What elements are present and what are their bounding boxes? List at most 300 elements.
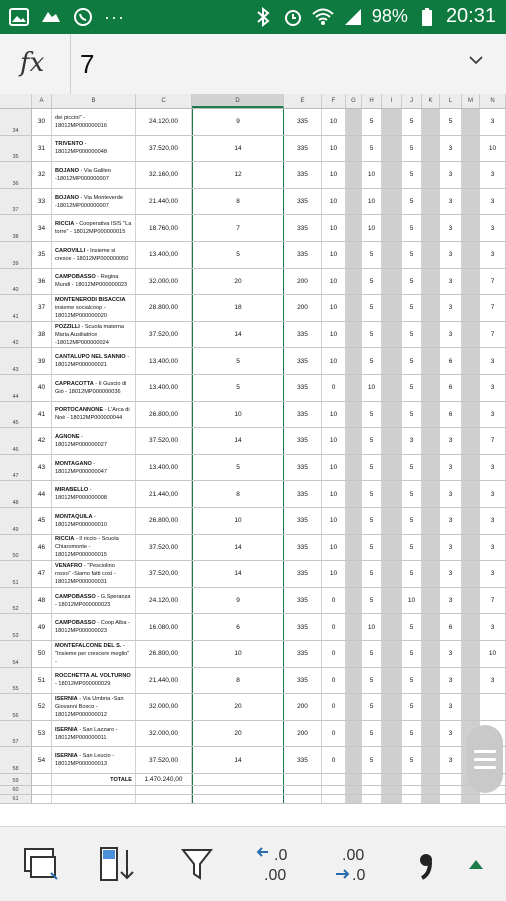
cell-c[interactable]: 32.000,00: [136, 269, 192, 295]
cell-d[interactable]: 14: [192, 561, 284, 587]
cell-f[interactable]: 10: [322, 215, 346, 241]
row-header[interactable]: 44: [0, 375, 32, 401]
row-header[interactable]: 43: [0, 348, 32, 374]
cell-e[interactable]: 335: [284, 668, 322, 694]
row-header[interactable]: 52: [0, 588, 32, 614]
cell-h[interactable]: 5: [362, 402, 382, 428]
cell-k[interactable]: [422, 295, 440, 321]
cell-d[interactable]: 8: [192, 668, 284, 694]
cell-g[interactable]: [346, 455, 362, 481]
cell-g[interactable]: [346, 614, 362, 640]
cell-i[interactable]: [382, 747, 402, 773]
cell-j[interactable]: [402, 774, 422, 785]
cell-h[interactable]: [362, 774, 382, 785]
cell-i[interactable]: [382, 295, 402, 321]
cell-e[interactable]: 335: [284, 747, 322, 773]
cell-k[interactable]: [422, 242, 440, 268]
cell-j[interactable]: 5: [402, 614, 422, 640]
cell-a[interactable]: 49: [32, 614, 52, 640]
cell-k[interactable]: [422, 428, 440, 454]
cell-n[interactable]: 7: [480, 269, 506, 295]
cell-f[interactable]: 10: [322, 162, 346, 188]
filter-icon[interactable]: [174, 843, 220, 885]
chevron-down-icon[interactable]: [468, 52, 484, 68]
cell-e[interactable]: 335: [284, 481, 322, 507]
cell-h[interactable]: 5: [362, 455, 382, 481]
cell-g[interactable]: [346, 747, 362, 773]
cell-c[interactable]: 26.800,00: [136, 402, 192, 428]
cell-j[interactable]: 5: [402, 721, 422, 747]
cell-i[interactable]: [382, 109, 402, 135]
cell-i[interactable]: [382, 162, 402, 188]
cell-j[interactable]: 5: [402, 215, 422, 241]
cell-i[interactable]: [382, 641, 402, 667]
row-header[interactable]: 58: [0, 747, 32, 773]
cell-d[interactable]: 9: [192, 109, 284, 135]
cell-n[interactable]: 3: [480, 109, 506, 135]
row-header[interactable]: 51: [0, 561, 32, 587]
cell-d[interactable]: 14: [192, 747, 284, 773]
cell-l[interactable]: 3: [440, 668, 462, 694]
cell-c[interactable]: 16.080,00: [136, 614, 192, 640]
cell-e[interactable]: 335: [284, 641, 322, 667]
cell-a[interactable]: 31: [32, 136, 52, 162]
column-header-l[interactable]: L: [440, 94, 462, 108]
cell-g[interactable]: [346, 774, 362, 785]
cell-f[interactable]: [322, 786, 346, 794]
cell-n[interactable]: 7: [480, 588, 506, 614]
cell-e[interactable]: 335: [284, 215, 322, 241]
row-header[interactable]: 35: [0, 136, 32, 162]
cell-e[interactable]: 200: [284, 295, 322, 321]
cell-g[interactable]: [346, 322, 362, 348]
cell-c[interactable]: 37.520,00: [136, 561, 192, 587]
cell-k[interactable]: [422, 774, 440, 785]
cell-e[interactable]: 335: [284, 614, 322, 640]
cell-j[interactable]: 5: [402, 242, 422, 268]
row-header[interactable]: 54: [0, 641, 32, 667]
cell-b[interactable]: [52, 508, 136, 534]
row-header[interactable]: 40: [0, 269, 32, 295]
cell-d[interactable]: 14: [192, 428, 284, 454]
cell-l[interactable]: 3: [440, 747, 462, 773]
cell-m[interactable]: [462, 481, 480, 507]
cell-d[interactable]: 9: [192, 588, 284, 614]
cell-j[interactable]: 5: [402, 535, 422, 561]
column-header-i[interactable]: I: [382, 94, 402, 108]
cell-a[interactable]: 48: [32, 588, 52, 614]
comma-style-icon[interactable]: [406, 843, 446, 885]
cell-a[interactable]: 47: [32, 561, 52, 587]
decrease-decimal-icon[interactable]: [252, 843, 302, 885]
cell-n[interactable]: 3: [480, 162, 506, 188]
cell-b[interactable]: [52, 694, 136, 720]
cell-l[interactable]: 3: [440, 508, 462, 534]
row-header[interactable]: 61: [0, 795, 32, 803]
cell-i[interactable]: [382, 721, 402, 747]
cell-k[interactable]: [422, 189, 440, 215]
cell-i[interactable]: [382, 215, 402, 241]
cell-e[interactable]: 335: [284, 348, 322, 374]
cell-j[interactable]: 5: [402, 162, 422, 188]
row-header[interactable]: 36: [0, 162, 32, 188]
cell-k[interactable]: [422, 402, 440, 428]
cell-j[interactable]: 5: [402, 295, 422, 321]
cell-k[interactable]: [422, 641, 440, 667]
cell-h[interactable]: 5: [362, 668, 382, 694]
cell-h[interactable]: 5: [362, 428, 382, 454]
cell-k[interactable]: [422, 136, 440, 162]
cell-l[interactable]: [440, 795, 462, 803]
cell-c[interactable]: 32.000,00: [136, 721, 192, 747]
cell-c[interactable]: 26.800,00: [136, 641, 192, 667]
cell-k[interactable]: [422, 668, 440, 694]
cell-m[interactable]: [462, 402, 480, 428]
cell-f[interactable]: 10: [322, 295, 346, 321]
cell-a[interactable]: 35: [32, 242, 52, 268]
cell-a[interactable]: 40: [32, 375, 52, 401]
row-header[interactable]: 34: [0, 109, 32, 135]
cell-c[interactable]: 26.800,00: [136, 508, 192, 534]
cell-b[interactable]: [52, 588, 136, 614]
cell-f[interactable]: 10: [322, 269, 346, 295]
cell-k[interactable]: [422, 721, 440, 747]
cell-c[interactable]: 13.400,00: [136, 348, 192, 374]
cell-m[interactable]: [462, 348, 480, 374]
cell-f[interactable]: 0: [322, 614, 346, 640]
cell-k[interactable]: [422, 215, 440, 241]
cell-e[interactable]: 335: [284, 242, 322, 268]
cell-b[interactable]: [52, 375, 136, 401]
cell-j[interactable]: 5: [402, 481, 422, 507]
cell-b[interactable]: [52, 455, 136, 481]
column-header-k[interactable]: K: [422, 94, 440, 108]
cell-d[interactable]: 5: [192, 348, 284, 374]
cell-d[interactable]: 20: [192, 694, 284, 720]
cell-m[interactable]: [462, 295, 480, 321]
cell-l[interactable]: 3: [440, 269, 462, 295]
cell-b[interactable]: [52, 136, 136, 162]
cell-l[interactable]: 3: [440, 162, 462, 188]
cell-b[interactable]: [52, 786, 136, 794]
cell-m[interactable]: [462, 561, 480, 587]
cell-e[interactable]: 200: [284, 721, 322, 747]
cell-m[interactable]: [462, 535, 480, 561]
cell-d[interactable]: 10: [192, 402, 284, 428]
cell-d[interactable]: [192, 795, 284, 803]
cell-m[interactable]: [462, 455, 480, 481]
fast-scroll-handle[interactable]: [467, 725, 503, 793]
column-header-n[interactable]: N: [480, 94, 506, 108]
cell-n[interactable]: 3: [480, 402, 506, 428]
cell-l[interactable]: 3: [440, 641, 462, 667]
cell-d[interactable]: 12: [192, 162, 284, 188]
cell-g[interactable]: [346, 428, 362, 454]
cell-l[interactable]: 6: [440, 348, 462, 374]
row-header[interactable]: 42: [0, 322, 32, 348]
cell-k[interactable]: [422, 786, 440, 794]
cell-i[interactable]: [382, 481, 402, 507]
cell-a[interactable]: 41: [32, 402, 52, 428]
cell-g[interactable]: [346, 795, 362, 803]
cell-f[interactable]: 0: [322, 588, 346, 614]
cell-l[interactable]: 3: [440, 322, 462, 348]
cell-i[interactable]: [382, 348, 402, 374]
cell-c[interactable]: 37.520,00: [136, 428, 192, 454]
cell-h[interactable]: 5: [362, 109, 382, 135]
cell-k[interactable]: [422, 508, 440, 534]
cell-l[interactable]: [440, 786, 462, 794]
cell-e[interactable]: 335: [284, 162, 322, 188]
cell-h[interactable]: 5: [362, 747, 382, 773]
cell-n[interactable]: [480, 694, 506, 720]
cell-f[interactable]: 0: [322, 375, 346, 401]
cell-d[interactable]: 10: [192, 641, 284, 667]
row-header[interactable]: 60: [0, 786, 32, 794]
cell-j[interactable]: [402, 795, 422, 803]
cell-b[interactable]: [52, 402, 136, 428]
cell-l[interactable]: 6: [440, 375, 462, 401]
cell-i[interactable]: [382, 694, 402, 720]
cell-a[interactable]: 44: [32, 481, 52, 507]
cell-h[interactable]: 5: [362, 481, 382, 507]
cell-b[interactable]: [52, 795, 136, 803]
cell-i[interactable]: [382, 269, 402, 295]
cell-g[interactable]: [346, 561, 362, 587]
cell-h[interactable]: 10: [362, 215, 382, 241]
cell-e[interactable]: 335: [284, 508, 322, 534]
cell-b[interactable]: [52, 189, 136, 215]
cell-f[interactable]: 10: [322, 322, 346, 348]
cell-h[interactable]: 5: [362, 561, 382, 587]
cell-c[interactable]: 21.440,00: [136, 668, 192, 694]
cell-j[interactable]: [402, 786, 422, 794]
cell-k[interactable]: [422, 795, 440, 803]
cell-n[interactable]: 10: [480, 641, 506, 667]
cell-h[interactable]: 5: [362, 508, 382, 534]
cell-a[interactable]: [32, 795, 52, 803]
cell-d[interactable]: 8: [192, 189, 284, 215]
cell-j[interactable]: 10: [402, 588, 422, 614]
cell-j[interactable]: 5: [402, 375, 422, 401]
cell-n[interactable]: 7: [480, 428, 506, 454]
column-header-j[interactable]: J: [402, 94, 422, 108]
cell-f[interactable]: 10: [322, 402, 346, 428]
cell-e[interactable]: 335: [284, 561, 322, 587]
cell-g[interactable]: [346, 348, 362, 374]
cell-k[interactable]: [422, 561, 440, 587]
cell-a[interactable]: 50: [32, 641, 52, 667]
cell-g[interactable]: [346, 375, 362, 401]
row-header[interactable]: 48: [0, 481, 32, 507]
cell-h[interactable]: 5: [362, 242, 382, 268]
collapse-icon[interactable]: [456, 843, 496, 885]
cell-b[interactable]: [52, 614, 136, 640]
cell-e[interactable]: 335: [284, 402, 322, 428]
cell-g[interactable]: [346, 535, 362, 561]
cell-b[interactable]: [52, 162, 136, 188]
cell-e[interactable]: 335: [284, 189, 322, 215]
cell-g[interactable]: [346, 215, 362, 241]
cell-f[interactable]: 10: [322, 535, 346, 561]
cell-m[interactable]: [462, 428, 480, 454]
cell-f[interactable]: 0: [322, 747, 346, 773]
cell-b[interactable]: [52, 535, 136, 561]
spreadsheet-grid[interactable]: [0, 94, 506, 826]
cell-h[interactable]: [362, 795, 382, 803]
cell-i[interactable]: [382, 774, 402, 785]
row-header[interactable]: 59: [0, 774, 32, 785]
cell-f[interactable]: 10: [322, 189, 346, 215]
cell-j[interactable]: 5: [402, 668, 422, 694]
column-header-c[interactable]: C: [136, 94, 192, 108]
cell-n[interactable]: 3: [480, 535, 506, 561]
cell-m[interactable]: [462, 215, 480, 241]
cell-f[interactable]: 10: [322, 561, 346, 587]
row-header[interactable]: 56: [0, 694, 32, 720]
cell-k[interactable]: [422, 322, 440, 348]
cell-l[interactable]: 3: [440, 561, 462, 587]
cell-m[interactable]: [462, 322, 480, 348]
cell-c[interactable]: 13.400,00: [136, 242, 192, 268]
cell-j[interactable]: 3: [402, 428, 422, 454]
cell-m[interactable]: [462, 162, 480, 188]
cell-j[interactable]: 5: [402, 508, 422, 534]
cell-g[interactable]: [346, 136, 362, 162]
cell-m[interactable]: [462, 508, 480, 534]
column-header-d[interactable]: D: [192, 94, 284, 108]
cell-n[interactable]: 3: [480, 348, 506, 374]
cell-f[interactable]: 10: [322, 481, 346, 507]
cell-b[interactable]: [52, 109, 136, 135]
cell-k[interactable]: [422, 747, 440, 773]
cell-m[interactable]: [462, 242, 480, 268]
cell-l[interactable]: 5: [440, 109, 462, 135]
cell-c[interactable]: 32.160,00: [136, 162, 192, 188]
cell-a[interactable]: [32, 774, 52, 785]
cell-m[interactable]: [462, 694, 480, 720]
cell-a[interactable]: 32: [32, 162, 52, 188]
cell-d[interactable]: 14: [192, 322, 284, 348]
cell-i[interactable]: [382, 795, 402, 803]
cell-c[interactable]: 37.520,00: [136, 322, 192, 348]
cell-d[interactable]: 7: [192, 215, 284, 241]
cell-n[interactable]: 3: [480, 455, 506, 481]
cell-g[interactable]: [346, 109, 362, 135]
cell-c[interactable]: 32.000,00: [136, 694, 192, 720]
cell-e[interactable]: 335: [284, 109, 322, 135]
cell-j[interactable]: 5: [402, 322, 422, 348]
cell-i[interactable]: [382, 402, 402, 428]
cell-b[interactable]: [52, 641, 136, 667]
row-header[interactable]: 41: [0, 295, 32, 321]
cell-g[interactable]: [346, 508, 362, 534]
cell-f[interactable]: 10: [322, 428, 346, 454]
cell-n[interactable]: 3: [480, 189, 506, 215]
cell-c[interactable]: 18.760,00: [136, 215, 192, 241]
select-all-corner[interactable]: [0, 94, 32, 108]
cell-i[interactable]: [382, 561, 402, 587]
cell-n[interactable]: 3: [480, 561, 506, 587]
cell-c[interactable]: [136, 786, 192, 794]
cell-e[interactable]: 335: [284, 322, 322, 348]
cell-a[interactable]: 54: [32, 747, 52, 773]
cell-h[interactable]: 5: [362, 721, 382, 747]
cell-b[interactable]: [52, 747, 136, 773]
cell-l[interactable]: 6: [440, 614, 462, 640]
cell-i[interactable]: [382, 428, 402, 454]
cell-f[interactable]: 10: [322, 455, 346, 481]
cell-l[interactable]: [440, 774, 462, 785]
cell-h[interactable]: 5: [362, 535, 382, 561]
cell-d[interactable]: [192, 774, 284, 785]
cell-g[interactable]: [346, 694, 362, 720]
cell-h[interactable]: 10: [362, 614, 382, 640]
cell-k[interactable]: [422, 455, 440, 481]
cell-d[interactable]: 5: [192, 455, 284, 481]
cell-b[interactable]: [52, 242, 136, 268]
cell-l[interactable]: 3: [440, 535, 462, 561]
cell-f[interactable]: 0: [322, 641, 346, 667]
cell-a[interactable]: 52: [32, 694, 52, 720]
cell-g[interactable]: [346, 481, 362, 507]
cell-c[interactable]: 24.120,00: [136, 588, 192, 614]
cell-l[interactable]: 3: [440, 428, 462, 454]
cell-l[interactable]: 6: [440, 402, 462, 428]
cell-g[interactable]: [346, 721, 362, 747]
cell-g[interactable]: [346, 588, 362, 614]
cell-h[interactable]: 5: [362, 269, 382, 295]
cell-a[interactable]: 37: [32, 295, 52, 321]
cell-n[interactable]: 3: [480, 508, 506, 534]
cell-b[interactable]: [52, 348, 136, 374]
sort-icon[interactable]: [96, 843, 142, 885]
cell-h[interactable]: 10: [362, 375, 382, 401]
cell-a[interactable]: 39: [32, 348, 52, 374]
cell-h[interactable]: 5: [362, 136, 382, 162]
row-header[interactable]: 47: [0, 455, 32, 481]
cell-i[interactable]: [382, 322, 402, 348]
cell-m[interactable]: [462, 588, 480, 614]
cell-a[interactable]: 46: [32, 535, 52, 561]
cell-e[interactable]: 335: [284, 535, 322, 561]
cell-n[interactable]: 10: [480, 136, 506, 162]
cell-b[interactable]: [52, 215, 136, 241]
cell-n[interactable]: [480, 795, 506, 803]
cell-n[interactable]: 3: [480, 668, 506, 694]
cell-i[interactable]: [382, 535, 402, 561]
cell-b[interactable]: [52, 561, 136, 587]
cell-k[interactable]: [422, 348, 440, 374]
cell-e[interactable]: [284, 786, 322, 794]
cell-k[interactable]: [422, 269, 440, 295]
cell-j[interactable]: 5: [402, 455, 422, 481]
cell-g[interactable]: [346, 786, 362, 794]
cell-l[interactable]: 3: [440, 242, 462, 268]
column-header-a[interactable]: A: [32, 94, 52, 108]
cell-h[interactable]: 5: [362, 322, 382, 348]
cell-j[interactable]: 5: [402, 694, 422, 720]
cell-i[interactable]: [382, 136, 402, 162]
cell-i[interactable]: [382, 614, 402, 640]
cell-d[interactable]: 5: [192, 242, 284, 268]
cell-f[interactable]: 0: [322, 694, 346, 720]
cell-j[interactable]: 5: [402, 561, 422, 587]
column-header-h[interactable]: H: [362, 94, 382, 108]
cell-e[interactable]: [284, 774, 322, 785]
cell-h[interactable]: 5: [362, 348, 382, 374]
cell-n[interactable]: 3: [480, 215, 506, 241]
